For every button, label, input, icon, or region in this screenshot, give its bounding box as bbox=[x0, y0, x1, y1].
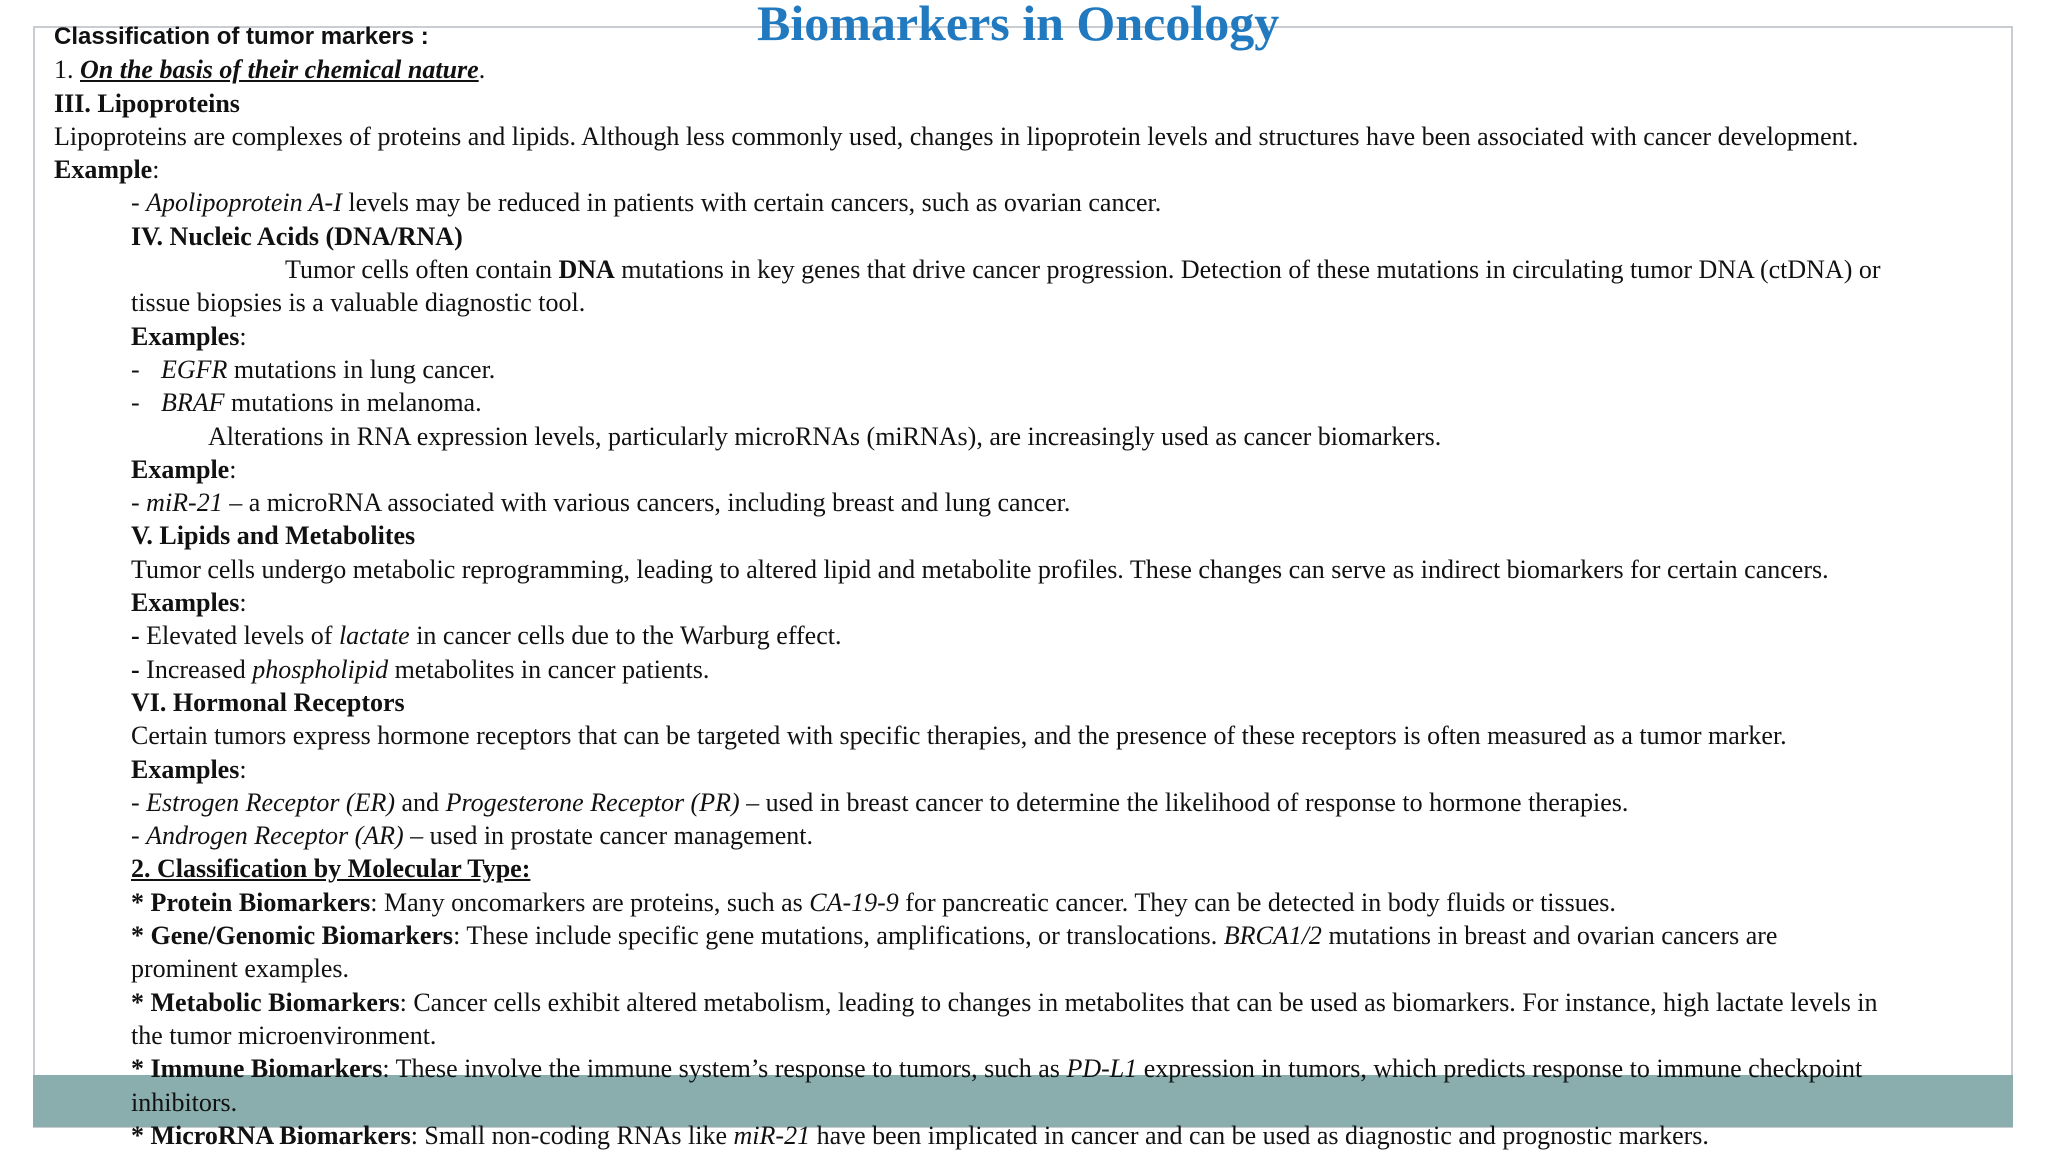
gene-biomarkers-line2: prominent examples. bbox=[131, 954, 350, 984]
dash-prefix: - bbox=[131, 787, 147, 817]
colon: : bbox=[152, 155, 160, 185]
example-pre: Elevated levels of bbox=[139, 621, 339, 651]
lipoproteins-example-label bbox=[54, 153, 2014, 186]
example-pre: Increased bbox=[139, 654, 253, 684]
dash-prefix: - bbox=[131, 488, 147, 518]
braf-example bbox=[54, 386, 2014, 419]
protein-rest: for pancreatic cancer. They can be detected in body fluids or tissues. bbox=[898, 887, 1616, 917]
colon: : bbox=[239, 754, 247, 784]
rna-alterations-text: Alterations in RNA expression levels, particularly microRNAs (miRNAs), are increasingly used as cancer biomarkers. bbox=[208, 421, 1442, 451]
apolipoprotein-term: Apolipoprotein A-I bbox=[146, 188, 342, 218]
rna-example-label bbox=[54, 453, 2014, 486]
basis-line bbox=[54, 53, 2014, 86]
gene-label: Gene/Genomic Biomarkers bbox=[150, 921, 454, 951]
lipoproteins-description: Lipoproteins are complexes of proteins and lipids. Although less commonly used, changes in lipoprotein levels and structures have been associated with cancer development. bbox=[54, 121, 1859, 151]
molecular-type-heading: 2. Classification by Molecular Type: bbox=[131, 854, 531, 884]
and-text: and bbox=[395, 787, 446, 817]
example-label: Example bbox=[131, 454, 230, 484]
dash-bullet: - bbox=[131, 388, 140, 418]
metabolic-biomarkers bbox=[54, 986, 2014, 1019]
metabolic-biomarkers-line2: the tumor microenvironment. bbox=[131, 1020, 437, 1050]
example-text: – a microRNA associated with various cancers, including breast and lung cancer. bbox=[222, 488, 1071, 518]
dash-prefix: - bbox=[131, 821, 147, 851]
immune-rest: expression in tumors, which predicts response to immune checkpoint bbox=[1137, 1054, 1863, 1084]
hormonal-heading: VI. Hormonal Receptors bbox=[131, 687, 405, 717]
star-bullet: * bbox=[131, 921, 151, 951]
nucleic-acids-heading: IV. Nucleic Acids (DNA/RNA) bbox=[131, 221, 463, 251]
example-text: mutations in lung cancer. bbox=[227, 354, 496, 384]
lipoproteins-heading: III. Lipoproteins bbox=[54, 88, 240, 118]
examples-label: Examples bbox=[131, 754, 240, 784]
dash-bullet: - bbox=[131, 654, 140, 684]
examples-label: Examples bbox=[131, 588, 240, 618]
basis-number: 1. bbox=[54, 55, 80, 85]
gene-pre: : These include specific gene mutations, amplifications, or translocations. bbox=[453, 921, 1224, 951]
dash-bullet: - bbox=[131, 354, 140, 384]
example-text: in cancer cells due to the Warburg effect. bbox=[409, 621, 842, 651]
star-bullet: * bbox=[131, 887, 151, 917]
star-bullet: * bbox=[131, 1120, 151, 1150]
dash-prefix: - bbox=[131, 188, 147, 218]
metabolic-label: Metabolic Biomarkers bbox=[150, 987, 400, 1017]
phospholipid-example bbox=[54, 653, 2014, 686]
gene-rest: mutations in breast and ovarian cancers are bbox=[1321, 921, 1778, 951]
immune-biomarkers bbox=[54, 1052, 2014, 1085]
immune-label: Immune Biomarkers bbox=[150, 1054, 383, 1084]
hormonal-examples-label bbox=[54, 753, 2014, 786]
nucleic-acids-examples-label bbox=[54, 320, 2014, 353]
microrna-pre: : Small non-coding RNAs like bbox=[410, 1120, 734, 1150]
gene-biomarkers bbox=[54, 919, 2014, 952]
protein-biomarkers bbox=[54, 886, 2014, 919]
brca-term: BRCA1/2 bbox=[1223, 921, 1322, 951]
protein-pre: : Many oncomarkers are proteins, such as bbox=[370, 887, 810, 917]
dash-bullet: - bbox=[131, 621, 140, 651]
microrna-label: MicroRNA Biomarkers bbox=[150, 1120, 411, 1150]
star-bullet: * bbox=[131, 987, 151, 1017]
examples-label: Examples bbox=[131, 321, 240, 351]
mir21-example bbox=[54, 486, 2014, 519]
star-bullet: * bbox=[131, 1054, 151, 1084]
desc-post: mutations in key genes that drive cancer progression. Detection of these mutations in circulating tumor DNA (ctDNA) or bbox=[614, 255, 1881, 285]
immune-biomarkers-line2: inhibitors. bbox=[131, 1087, 238, 1117]
lactate-term: lactate bbox=[338, 621, 410, 651]
desc-pre: Tumor cells often contain bbox=[285, 255, 559, 285]
egfr-example bbox=[54, 353, 2014, 386]
metabolic-text: : Cancer cells exhibit altered metabolism, leading to changes in metabolites that can be used as biomarkers. For instance, high lactate levels in bbox=[399, 987, 1878, 1017]
example-text: mutations in melanoma. bbox=[224, 388, 482, 418]
example-text: levels may be reduced in patients with certain cancers, such as ovarian cancer. bbox=[341, 188, 1162, 218]
er-pr-example bbox=[54, 786, 2014, 819]
nucleic-acids-description-line2: tissue biopsies is a valuable diagnostic tool. bbox=[131, 288, 586, 318]
lipids-description: Tumor cells undergo metabolic reprogramming, leading to altered lipid and metabolite profiles. These changes can serve as indirect biomarkers for certain cancers. bbox=[131, 554, 1829, 584]
slide-title: Biomarkers in Oncology bbox=[757, 0, 1280, 51]
protein-label: Protein Biomarkers bbox=[150, 887, 371, 917]
ar-example bbox=[54, 819, 2014, 852]
colon: : bbox=[239, 321, 247, 351]
dna-term: DNA bbox=[558, 255, 615, 285]
basis-text: On the basis of their chemical nature bbox=[80, 55, 479, 85]
er-term: Estrogen Receptor (ER) bbox=[146, 787, 396, 817]
hormonal-description: Certain tumors express hormone receptors that can be targeted with specific therapies, and the presence of these receptors is often measured as a tumor marker. bbox=[131, 721, 1787, 751]
egfr-term: EGFR bbox=[161, 354, 228, 384]
example-text: – used in prostate cancer management. bbox=[403, 821, 814, 851]
example-text: – used in breast cancer to determine the likelihood of response to hormone therapies. bbox=[739, 787, 1629, 817]
colon: : bbox=[239, 588, 247, 618]
ca199-term: CA-19-9 bbox=[809, 887, 899, 917]
braf-term: BRAF bbox=[161, 388, 225, 418]
mir21-term: miR-21 bbox=[733, 1120, 811, 1150]
lipoproteins-example bbox=[54, 186, 2014, 219]
ar-term: Androgen Receptor (AR) bbox=[146, 821, 404, 851]
pr-term: Progesterone Receptor (PR) bbox=[445, 787, 740, 817]
lipids-heading: V. Lipids and Metabolites bbox=[131, 521, 416, 551]
microrna-biomarkers bbox=[54, 1119, 2014, 1152]
slide-content bbox=[54, 20, 2014, 1152]
colon: : bbox=[229, 454, 237, 484]
example-label: Example bbox=[54, 155, 153, 185]
lipids-examples-label bbox=[54, 586, 2014, 619]
pdl1-term: PD-L1 bbox=[1066, 1054, 1138, 1084]
phospholipid-term: phospholipid bbox=[252, 654, 389, 684]
mir21-term: miR-21 bbox=[146, 488, 223, 518]
nucleic-acids-description bbox=[54, 253, 2014, 286]
lactate-example bbox=[54, 619, 2014, 652]
microrna-rest: have been implicated in cancer and can be used as diagnostic and prognostic markers. bbox=[810, 1120, 1709, 1150]
example-text: metabolites in cancer patients. bbox=[388, 654, 710, 684]
classification-heading: Classification of tumor markers : bbox=[54, 23, 429, 50]
immune-pre: : These involve the immune system’s response to tumors, such as bbox=[382, 1054, 1067, 1084]
basis-end: . bbox=[478, 55, 486, 85]
